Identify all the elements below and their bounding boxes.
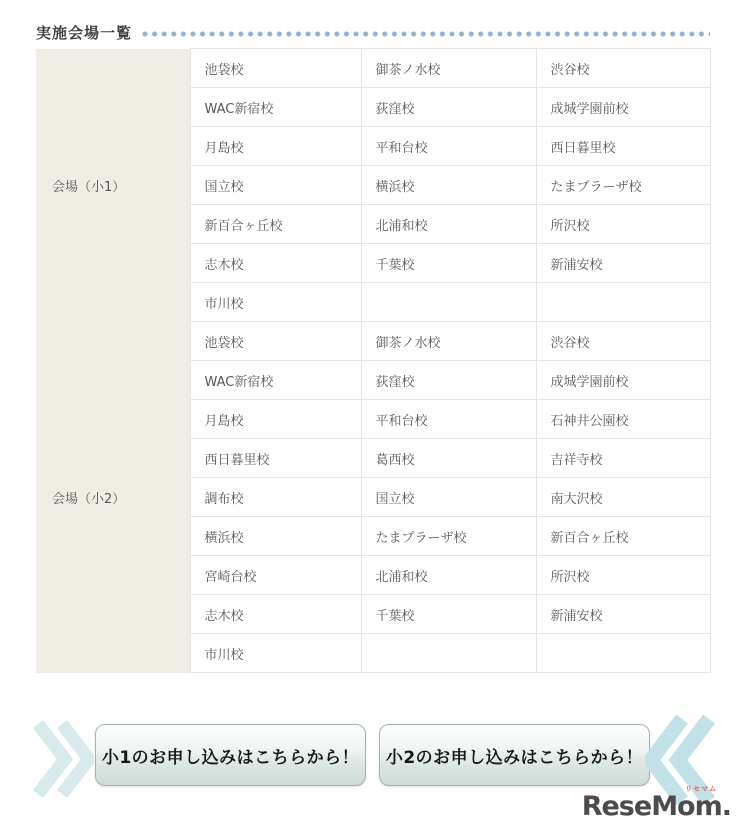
venue-cell: WAC新宿校 xyxy=(190,88,361,127)
venue-cell: たまプラーザ校 xyxy=(536,166,710,205)
venue-cell: 荻窪校 xyxy=(361,361,536,400)
page-title: 実施会場一覧 xyxy=(36,24,133,42)
venue-cell: 千葉校 xyxy=(361,595,536,634)
empty-cell xyxy=(536,283,710,322)
venue-cell: 葛西校 xyxy=(361,439,536,478)
venue-cell: 平和台校 xyxy=(361,400,536,439)
venue-cell: 南大沢校 xyxy=(536,478,710,517)
venue-cell: たまプラーザ校 xyxy=(361,517,536,556)
venue-cell: 渋谷校 xyxy=(536,322,710,361)
section-header xyxy=(36,22,710,43)
venue-cell: 新百合ヶ丘校 xyxy=(536,517,710,556)
chevrons-right-icon xyxy=(32,721,94,801)
venue-cell: 横浜校 xyxy=(190,517,361,556)
apply-button-sho1[interactable]: 小1のお申し込みはこちらから！ xyxy=(95,724,366,786)
logo-ruby-text: リセマム xyxy=(685,785,717,793)
venue-cell: 調布校 xyxy=(190,478,361,517)
venue-cell: 荻窪校 xyxy=(361,88,536,127)
venue-cell: 新百合ヶ丘校 xyxy=(190,205,361,244)
venue-table xyxy=(36,48,711,673)
venue-cell: 月島校 xyxy=(190,127,361,166)
empty-cell xyxy=(361,634,536,673)
section-label: 会場（小1） xyxy=(36,49,190,322)
venue-cell: 御茶ノ水校 xyxy=(361,322,536,361)
venue-cell: 所沢校 xyxy=(536,556,710,595)
table-row xyxy=(36,322,710,361)
resemom-logo xyxy=(581,785,731,822)
venue-cell: 横浜校 xyxy=(361,166,536,205)
venue-cell: 成城学園前校 xyxy=(536,88,710,127)
venue-cell: 西日暮里校 xyxy=(190,439,361,478)
logo-text: ReseMom. xyxy=(581,791,731,822)
venue-cell: 市川校 xyxy=(190,634,361,673)
table-row xyxy=(36,49,710,88)
empty-cell xyxy=(536,634,710,673)
venue-cell: 池袋校 xyxy=(190,322,361,361)
venue-cell: 新浦安校 xyxy=(536,595,710,634)
venue-cell: 北浦和校 xyxy=(361,205,536,244)
venue-cell: 新浦安校 xyxy=(536,244,710,283)
venue-cell: 石神井公園校 xyxy=(536,400,710,439)
venue-cell: 池袋校 xyxy=(190,49,361,88)
venue-cell: 平和台校 xyxy=(361,127,536,166)
venue-cell: 成城学園前校 xyxy=(536,361,710,400)
venue-cell: 吉祥寺校 xyxy=(536,439,710,478)
venue-cell: 国立校 xyxy=(190,166,361,205)
apply-button-sho2[interactable]: 小2のお申し込みはこちらから！ xyxy=(379,724,650,786)
venue-table-body xyxy=(36,49,710,673)
venue-cell: 所沢校 xyxy=(536,205,710,244)
empty-cell xyxy=(361,283,536,322)
dotted-divider xyxy=(142,31,710,37)
venue-cell: 北浦和校 xyxy=(361,556,536,595)
venue-cell: 千葉校 xyxy=(361,244,536,283)
venue-cell: 西日暮里校 xyxy=(536,127,710,166)
venue-cell: 宮崎台校 xyxy=(190,556,361,595)
venue-cell: 志木校 xyxy=(190,244,361,283)
venue-cell: 市川校 xyxy=(190,283,361,322)
venue-cell: 国立校 xyxy=(361,478,536,517)
venue-cell: 志木校 xyxy=(190,595,361,634)
venue-cell: 月島校 xyxy=(190,400,361,439)
venue-cell: WAC新宿校 xyxy=(190,361,361,400)
section-label: 会場（小2） xyxy=(36,322,190,673)
venue-cell: 渋谷校 xyxy=(536,49,710,88)
venue-cell: 御茶ノ水校 xyxy=(361,49,536,88)
